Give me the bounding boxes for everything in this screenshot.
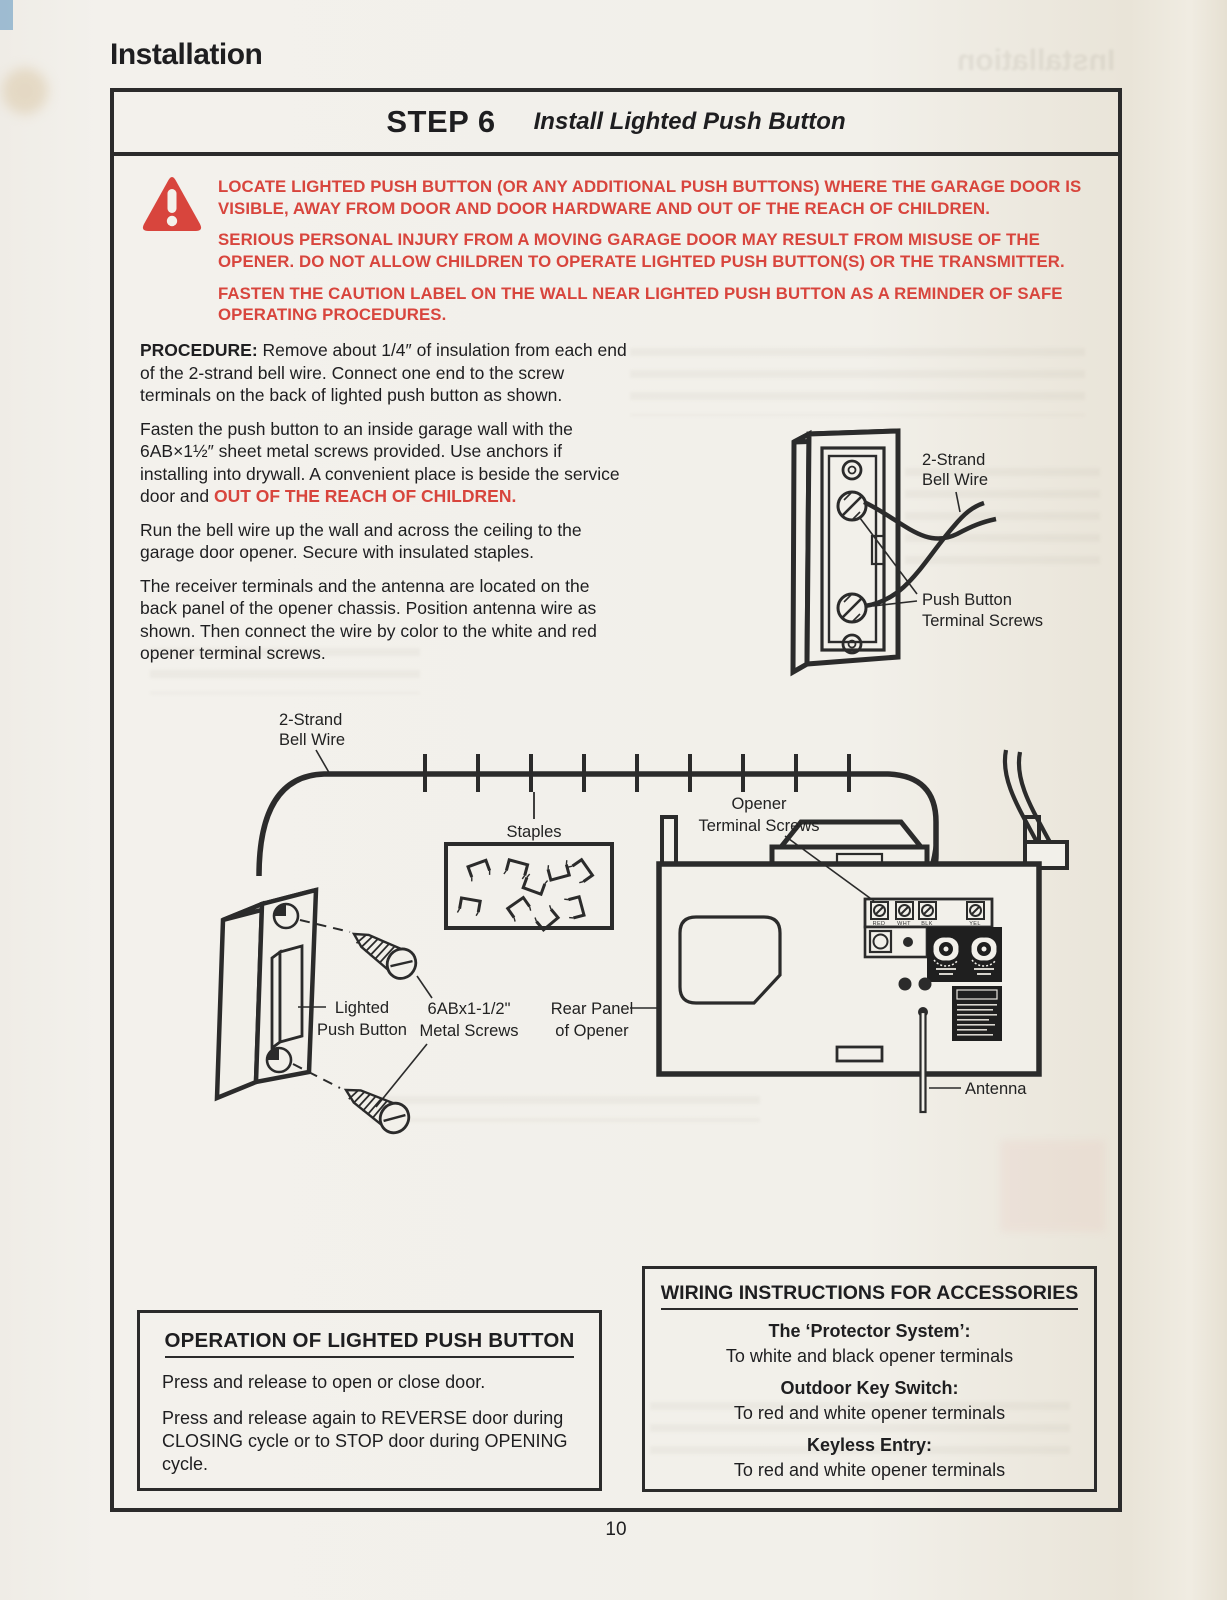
step-number: STEP 6: [386, 104, 496, 139]
warning-paragraph: LOCATE LIGHTED PUSH BUTTON (OR ANY ADDITIONAL PUSH BUTTONS) WHERE THE GARAGE DOOR IS VISIBLE, AWAY FROM DOOR AND DOOR HARDWARE AND OUT OF THE REACH OF CHILDREN.: [218, 177, 1082, 218]
reach-of-children-emphasis: OUT OF THE REACH OF CHILDREN.: [213, 486, 517, 506]
content-frame: [110, 88, 1122, 1512]
pushbutton-rear-diagram: [772, 408, 1107, 683]
svg-text:Push Button: Push Button: [317, 1021, 407, 1039]
warning-text-block: [218, 176, 1116, 336]
opener-illustration: [659, 750, 1067, 1074]
metal-screw-icon: [346, 921, 421, 984]
antenna-wire: [918, 1007, 928, 1112]
staple-icons: [457, 858, 592, 929]
bleed-through-heading: Installation: [956, 44, 1115, 77]
bell-wire-label: 2-Strand: [922, 451, 986, 469]
power-cord: [1005, 750, 1038, 844]
page-number: 10: [605, 1519, 627, 1540]
metal-screw-icon: [339, 1077, 415, 1138]
svg-text:Bell Wire: Bell Wire: [279, 731, 346, 749]
staples-box: [446, 844, 612, 928]
scan-blue-mark: [0, 0, 13, 30]
wiring-item-text: To red and white opener terminals: [733, 1403, 1006, 1423]
procedure-text-block: [140, 339, 628, 676]
wiring-instructions-box: [642, 1266, 1097, 1492]
terminal-screw-top: [838, 492, 866, 520]
lighted-pushbutton-label: Lighted: [334, 999, 390, 1017]
wiring-item-heading: Outdoor Key Switch:: [780, 1378, 959, 1398]
step-title: Install Lighted Push Button: [533, 108, 846, 135]
installation-diagram: [122, 692, 1117, 1257]
procedure-paragraph: Run the bell wire up the wall and across the ceiling to the garage door opener. Secure with insulated staples.: [140, 519, 582, 562]
terminal-screws: [871, 902, 984, 919]
metal-screws-label: 6ABx1-1/2": [427, 1000, 511, 1018]
operation-paragraph: Press and release again to REVERSE door during CLOSING cycle or to STOP door during OPENING cycle.: [162, 1408, 568, 1474]
warning-paragraph: FASTEN THE CAUTION LABEL ON THE WALL NEAR LIGHTED PUSH BUTTON AS A REMINDER OF SAFE OPERATING PROCEDURES.: [218, 283, 1063, 325]
terminal-screw-bottom: [838, 594, 866, 622]
svg-text:Bell Wire: Bell Wire: [922, 471, 989, 489]
rear-panel-label: Rear Panel: [550, 1000, 634, 1018]
bell-wire-label: 2-Strand: [279, 711, 343, 729]
svg-text:Metal Screws: Metal Screws: [419, 1022, 519, 1040]
operation-box-title: OPERATION OF LIGHTED PUSH BUTTON: [165, 1329, 575, 1358]
wiring-item-text: To white and black opener terminals: [725, 1346, 1014, 1366]
svg-text:Terminal Screws: Terminal Screws: [698, 817, 820, 835]
scan-stain: [2, 68, 48, 114]
button-face: [272, 946, 302, 1048]
procedure-paragraph: Fasten the push button to an inside garage wall with the 6AB×1½″ sheet metal screws provided. Use anchors if installing into drywall. A convenient place is beside the service door and OUT OF THE REACH OF CHILDREN.: [140, 418, 620, 506]
pushbutton-housing: [793, 431, 898, 672]
procedure-paragraph: The receiver terminals and the antenna are located on the back panel of the opener chassis. Position antenna wire as shown. Then connect the wire by color to the white and red opener terminal screws.: [140, 575, 597, 663]
operation-paragraph: Press and release to open or close door.: [162, 1372, 486, 1392]
svg-text:of Opener: of Opener: [555, 1022, 629, 1040]
warning-paragraph: SERIOUS PERSONAL INJURY FROM A MOVING GARAGE DOOR MAY RESULT FROM MISUSE OF THE OPENER. DO NOT ALLOW CHILDREN TO OPERATE LIGHTED PUSH BUTTON(S) OR THE TRANSMITTER.: [218, 230, 1065, 271]
terminal-screws-label: Push Button: [922, 591, 1012, 609]
operation-info-box: [137, 1310, 602, 1491]
wiring-box-title: WIRING INSTRUCTIONS FOR ACCESSORIES: [661, 1282, 1078, 1310]
warning-triangle-icon: [142, 174, 202, 241]
opener-terminal-label: Opener: [731, 795, 787, 813]
page-title: Installation: [110, 38, 263, 71]
procedure-paragraph: PROCEDURE: Remove about 1/4″ of insulation from each end of the 2-strand bell wire. Connect one end to the screw terminals on the back of lighted push button as shown.: [140, 340, 627, 405]
terminal-label-blk: BLK: [921, 921, 933, 927]
warning-sticker: [952, 986, 1002, 1041]
wiring-item-heading: Keyless Entry:: [806, 1435, 933, 1455]
wiring-item-text: To red and white opener terminals: [733, 1460, 1006, 1480]
step-header: [114, 92, 1118, 156]
wiring-item-heading: The ‘Protector System’:: [768, 1321, 971, 1341]
procedure-label: PROCEDURE:: [140, 340, 258, 360]
staples-label: Staples: [506, 823, 562, 841]
terminal-label-red: RED: [872, 921, 886, 927]
svg-text:Terminal Screws: Terminal Screws: [922, 612, 1044, 630]
antenna-label: Antenna: [965, 1080, 1027, 1098]
terminal-label-wht: WHT: [897, 921, 911, 927]
terminal-label-yel: YEL: [969, 921, 981, 927]
